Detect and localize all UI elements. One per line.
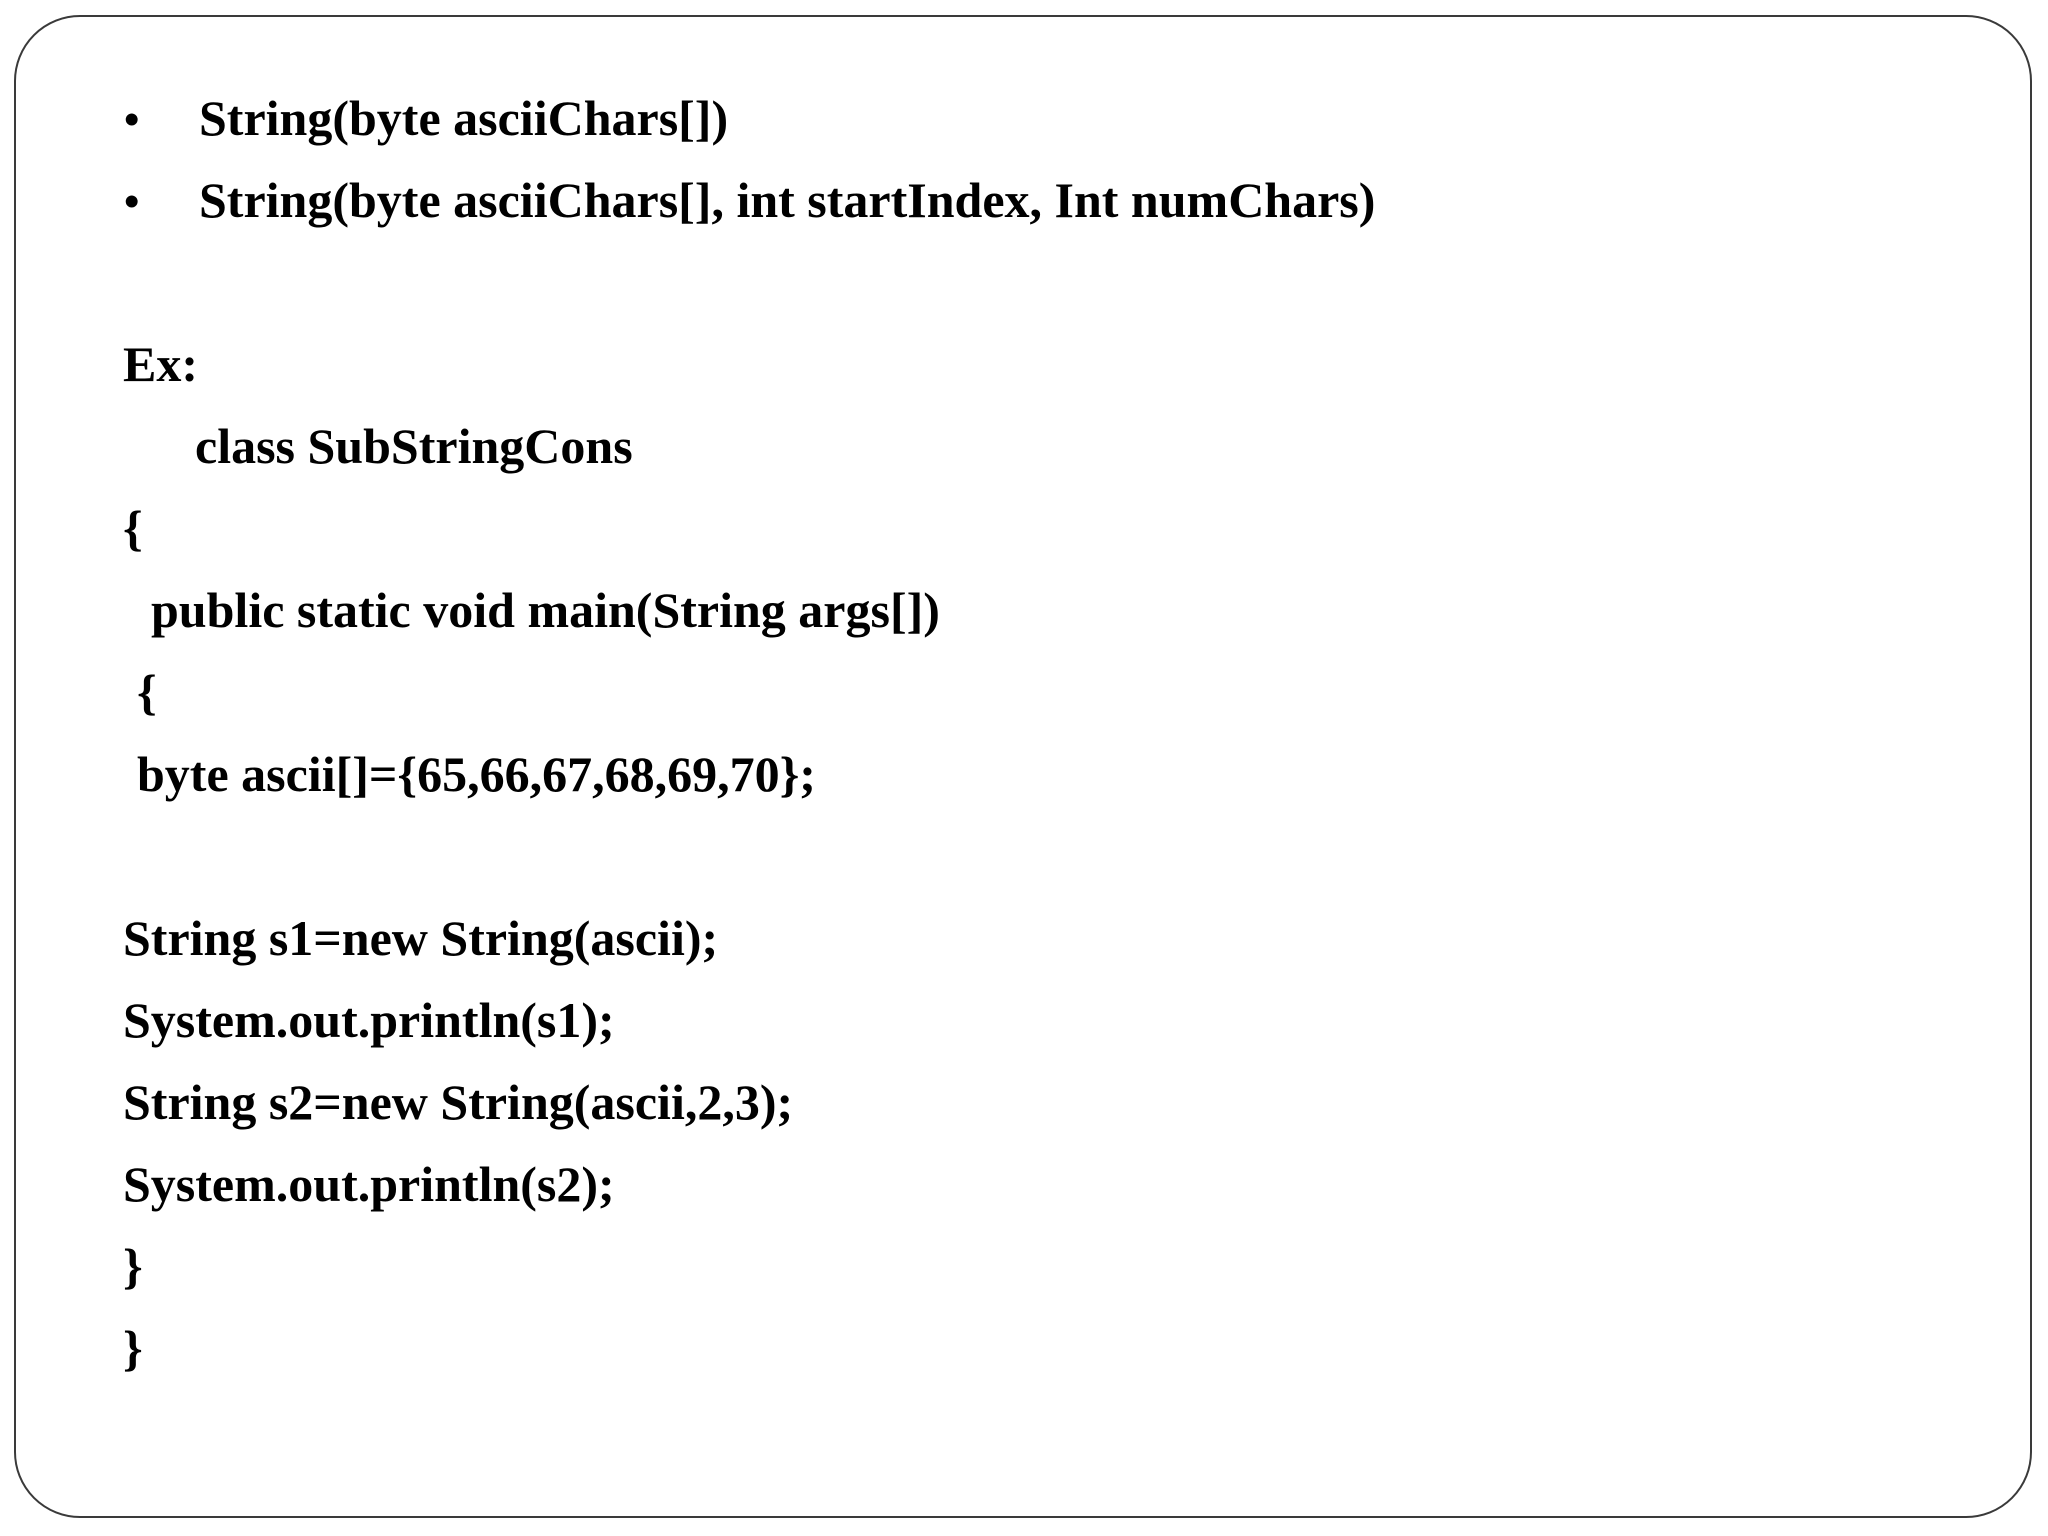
bullet-icon: • (124, 95, 140, 144)
bullet-icon: • (124, 177, 140, 226)
code-line: { (123, 500, 143, 556)
code-line: public static void main(String args[]) (151, 582, 940, 638)
code-line: String s2=new String(ascii,2,3); (123, 1074, 794, 1130)
example-label: Ex: (123, 336, 198, 392)
code-line: class SubStringCons (195, 418, 633, 474)
bullet-item-1: String(byte asciiChars[]) (199, 90, 729, 146)
code-line: System.out.println(s1); (123, 992, 615, 1048)
code-line: System.out.println(s2); (123, 1156, 615, 1212)
code-line: byte ascii[]={65,66,67,68,69,70}; (137, 746, 816, 802)
bullet-item-2: String(byte asciiChars[], int startIndex, Int numChars) (199, 172, 1376, 228)
code-line: String s1=new String(ascii); (123, 910, 719, 966)
code-line: { (137, 664, 157, 720)
code-line: } (123, 1320, 143, 1376)
code-line: } (123, 1238, 143, 1294)
